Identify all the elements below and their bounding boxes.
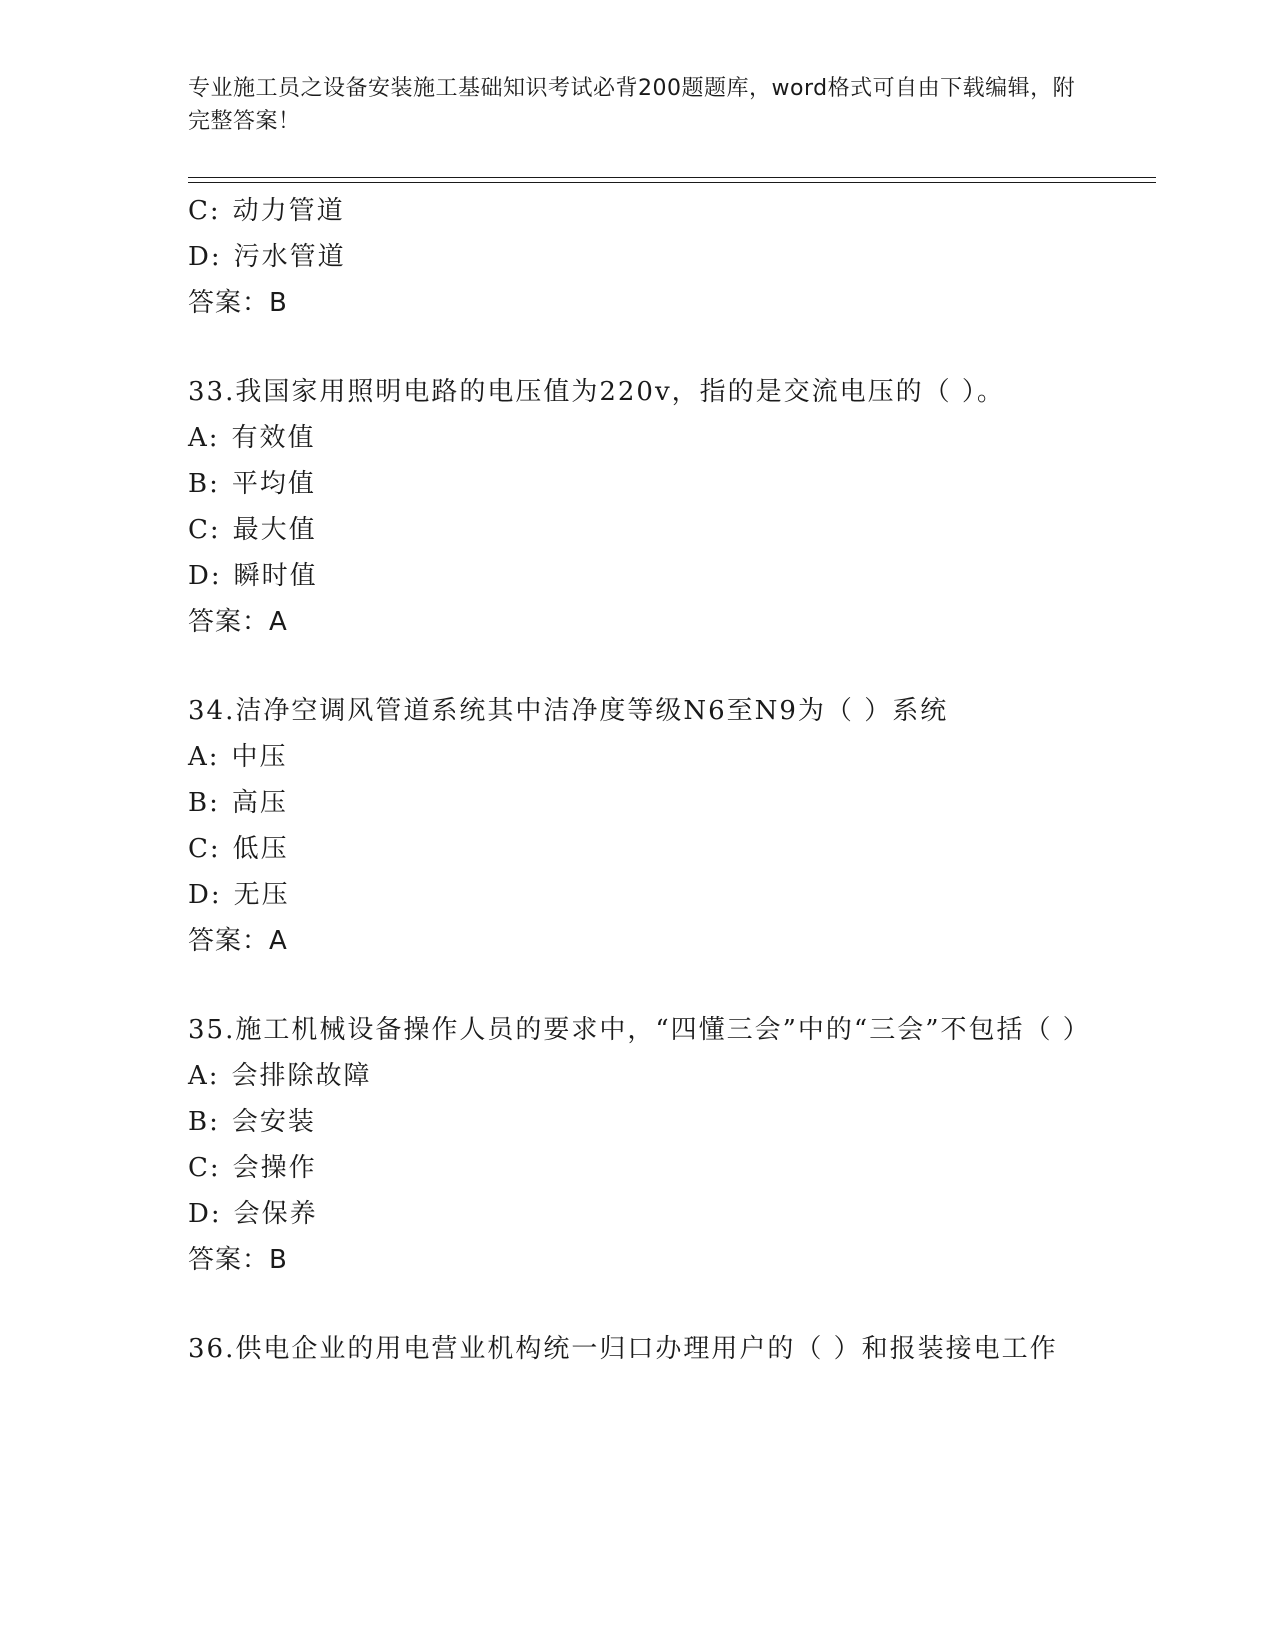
option-c (188, 507, 1088, 553)
option-letter: A: (188, 1061, 220, 1091)
option-text: 无压 (233, 880, 290, 910)
option-b (188, 780, 1088, 826)
option-c (188, 826, 1088, 872)
option-b (188, 461, 1088, 507)
header-divider-bottom (188, 182, 1156, 183)
option-letter: C: (188, 515, 221, 545)
question-33-text: 33.我国家用照明电路的电压值为220v，指的是交流电压的（ ）。 (188, 377, 1005, 407)
answer-line: 答案：B (188, 288, 288, 318)
option-text: 瞬时值 (233, 561, 318, 591)
option-d (188, 234, 1088, 280)
option-text: 会保养 (233, 1199, 318, 1229)
question-35-text: 35.施工机械设备操作人员的要求中，“四懂三会”中的“三会”不包括（ ） (188, 1015, 1091, 1045)
option-letter: C: (188, 1153, 221, 1183)
header-divider-top (188, 177, 1156, 178)
option-d (188, 872, 1088, 918)
option-letter: D: (188, 242, 222, 272)
answer-line: 答案：A (188, 926, 288, 956)
option-d (188, 1191, 1088, 1237)
option-b (188, 1099, 1088, 1145)
option-a (188, 1053, 1088, 1099)
option-text: 会安装 (231, 1107, 316, 1137)
option-a (188, 734, 1088, 780)
option-letter: D: (188, 1199, 222, 1229)
option-letter: D: (188, 561, 222, 591)
option-text: 最大值 (232, 515, 317, 545)
option-c (188, 188, 1088, 234)
option-text: 会操作 (232, 1153, 317, 1183)
question-list (188, 188, 1091, 1372)
option-text: 会排除故障 (231, 1061, 372, 1091)
option-text: 有效值 (231, 423, 316, 453)
answer-line: 答案：B (188, 1245, 288, 1275)
question-36-text: 36.供电企业的用电营业机构统一归口办理用户的（ ）和报装接电工作 (188, 1334, 1058, 1364)
option-letter: B: (188, 788, 220, 818)
option-text: 平均值 (231, 469, 316, 499)
option-letter: D: (188, 880, 222, 910)
option-letter: C: (188, 834, 221, 864)
option-letter: C: (188, 196, 221, 226)
option-text: 中压 (231, 742, 288, 772)
option-text: 低压 (232, 834, 289, 864)
option-letter: A: (188, 742, 220, 772)
option-letter: B: (188, 469, 220, 499)
option-text: 污水管道 (233, 242, 346, 272)
option-d (188, 553, 1088, 599)
question-34-text: 34.洁净空调风管道系统其中洁净度等级N6至N9为（ ）系统 (188, 696, 949, 726)
answer-line: 答案：A (188, 607, 288, 637)
option-text: 动力管道 (232, 196, 345, 226)
document-header: 专业施工员之设备安装施工基础知识考试必背200题题库，word格式可自由下载编辑，附完整答案！ (188, 76, 1076, 134)
option-a (188, 415, 1088, 461)
option-letter: B: (188, 1107, 220, 1137)
option-c (188, 1145, 1088, 1191)
option-text: 高压 (231, 788, 288, 818)
option-letter: A: (188, 423, 220, 453)
